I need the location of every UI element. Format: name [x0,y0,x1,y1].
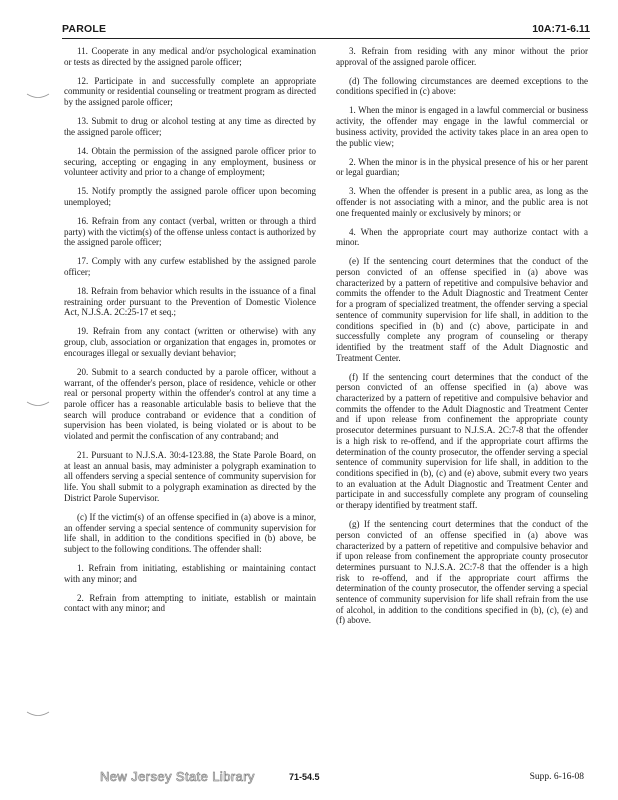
paragraph: 12. Participate in and successfully complete an appropriate community or residential counseling or treatment program as directed by the assigned parole officer; [64,75,316,108]
paragraph: 15. Notify promptly the assigned parole officer upon becoming unemployed; [64,186,316,207]
binder-hole-mark [26,92,50,100]
library-watermark: New Jersey State Library [100,769,255,784]
paragraph: 11. Cooperate in any medical and/or psychological examination or tests as directed by the assigned parole officer; [64,46,316,67]
right-column [336,46,588,634]
paragraph: 14. Obtain the permission of the assigned parole officer prior to securing, accepting or engaging in any employment, business or volunteer activity and prior to a change of employment; [64,145,316,178]
paragraph: 2. When the minor is in the physical presence of his or her parent or legal guardian; [336,156,588,178]
paragraph: 2. Refrain from attempting to initiate, establish or maintain contact with any minor; and [64,592,316,614]
paragraph: (f) If the sentencing court determines that the conduct of the person convicted of an offense specified in (a) above was characterized by a pattern of repetitive and compulsive behavior and commits the offender to the Adult Diagnostic and Treatment Center and if upon release from confinement the appropriate county prosecutor determines pursuant to N.J.S.A. 2C:7-8 that the offender is a high risk to re-offend, and if the appropriate court affirms the determination of the county prosecutor, the offender serving a special sentence of community supervision for life shall, in addition to the conditions specified in (b), (c) and (e) above, submit every two years to an evaluation at the Adult Diagnostic and Treatment Center and participate in and successfully complete any program of counseling or therapy identified by treatment staff. [336,371,588,511]
paragraph: 21. Pursuant to N.J.S.A. 30:4-123.88, the State Parole Board, on at least an annual basis, may administer a polygraph examination to all offenders serving a special sentence of community supervision for life. You shall submit to a polygraph examination as directed by the District Parole Supervisor. [64,450,316,503]
paragraph: 3. Refrain from residing with any minor without the prior approval of the assigned parole officer. [336,46,588,67]
binder-hole-mark [26,710,50,718]
left-column [64,46,316,622]
header-title: PAROLE [62,23,107,35]
supplement-date: Supp. 6-16-08 [529,772,584,782]
page-number: 71-54.5 [289,772,320,782]
paragraph: 18. Refrain from behavior which results in the issuance of a final restraining order pursuant to the Prevention of Domestic Violence Act, N.J.S.A. 2C:25-17 et seq.; [64,286,316,318]
paragraph: 3. When the offender is present in a public area, as long as the offender is not associating with a minor, and the public area is not one frequented mainly or exclusively by minors; or [336,186,588,218]
paragraph: 1. When the minor is engaged in a lawful commercial or business activity, the offender may engage in the lawful commercial or business activity, provided the activity takes place in an area open to the public view; [336,105,588,148]
paragraph: (g) If the sentencing court determines that the conduct of the person convicted of an offense specified in (a) above was characterized by a pattern of repetitive and compulsive behavior and if upon release from confinement the appropriate county prosecutor determines pursuant to N.J.S.A. 2C:7-8 that the offender is a high risk to re-offend, and if the appropriate court affirms the determination of the county prosecutor, the offender serving a special sentence of community supervision for life shall refrain from the use of alcohol, in addition to the conditions specified in (b), (c), (e) and (f) above. [336,519,588,626]
binder-hole-mark [26,400,50,408]
paragraph: 1. Refrain from initiating, establishing or maintaining contact with any minor; and [64,562,316,584]
page-footer [0,769,618,788]
paragraph: (c) If the victim(s) of an offense specified in (a) above is a minor, an offender serving a special sentence of community supervision for life shall, in addition to the conditions specified in (b) above, be subject to the following conditions. The offender shall: [64,511,316,554]
paragraph: 20. Submit to a search conducted by a parole officer, without a warrant, of the offender's person, place of residence, vehicle or other real or personal property within the offender's control at any time a parole officer has a reasonable articulable basis to believe that the search will produce contraband or evidence that a condition of supervision has been violated, is being violated or is about to be violated and permit the confiscation of any contraband; and [64,366,316,442]
running-header [62,22,590,39]
paragraph: 19. Refrain from any contact (written or otherwise) with any group, club, association or organization that engages in, promotes or encourages illegal or sexually deviant behavior; [64,326,316,358]
paragraph: 17. Comply with any curfew established by the assigned parole officer; [64,256,316,278]
paragraph: 16. Refrain from any contact (verbal, written or through a third party) with the victim(s) of the offense unless contact is authorized by the assigned parole officer; [64,215,317,248]
header-section-number: 10A:71-6.11 [532,23,590,35]
paragraph: 4. When the appropriate court may authorize contact with a minor. [336,226,588,248]
paragraph: 13. Submit to drug or alcohol testing at any time as directed by the assigned parole officer; [64,116,316,137]
paragraph: (d) The following circumstances are deemed exceptions to the conditions specified in (c) above: [336,75,588,97]
paragraph: (e) If the sentencing court determines that the conduct of the person convicted of an offense specified in (a) above was characterized by a pattern of repetitive and compulsive behavior and commits the offender to the Adult Diagnostic and Treatment Center for a program of specialized treatment, the offender serving a special sentence of community supervision for life shall, in addition to the conditions specified in (b) and (c) above, participate in and successfully complete any program of counseling or therapy identified by the treatment staff of the Adult Diagnostic and Treatment Center. [336,256,588,363]
